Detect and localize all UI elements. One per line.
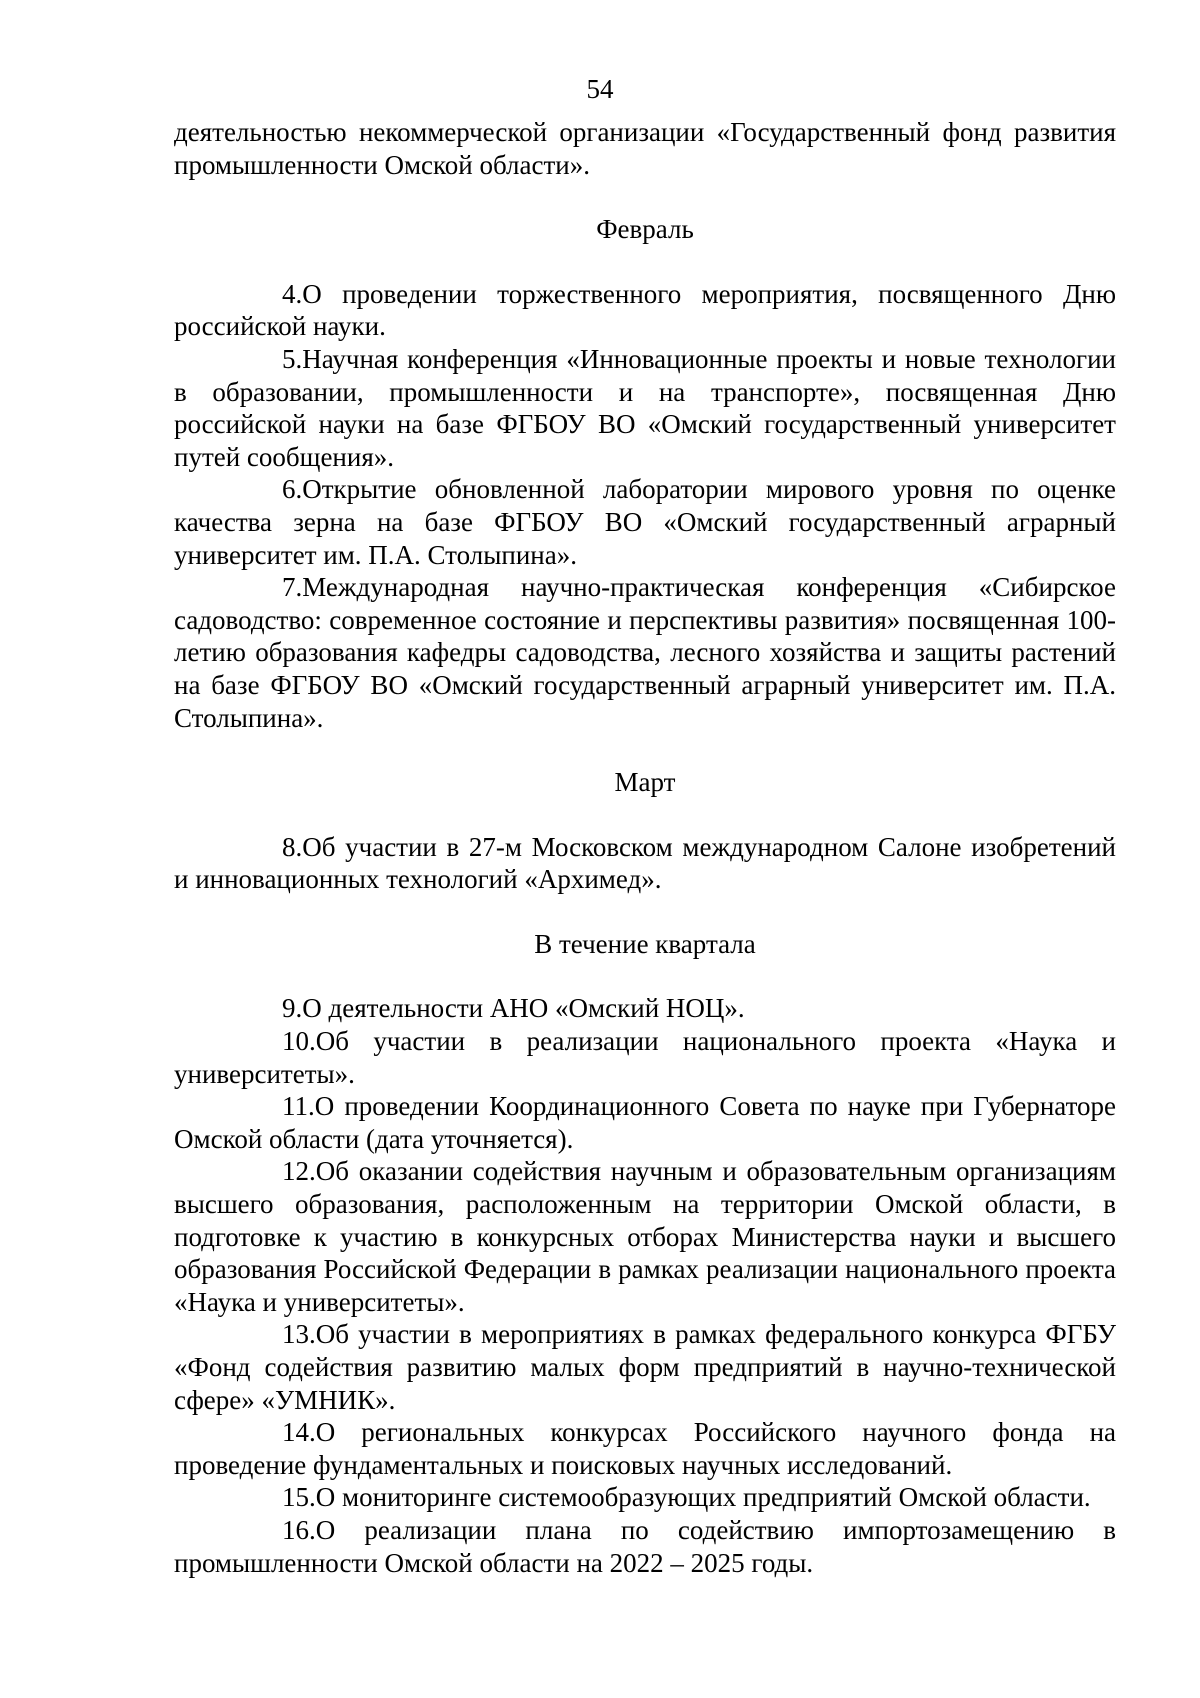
list-item bbox=[174, 571, 1116, 734]
item-text: О мониторинге системообразующих предприятий Омской области. bbox=[315, 1482, 1091, 1513]
item-number: 7. bbox=[282, 572, 303, 603]
section-february bbox=[174, 213, 1116, 734]
item-number: 15. bbox=[282, 1482, 316, 1513]
page-number: 54 bbox=[586, 74, 614, 104]
list-item bbox=[174, 1481, 1116, 1514]
section-items bbox=[174, 278, 1116, 734]
item-text: Научная конференция «Инновационные проекты и новые технологии в образовании, промышленности и на транспорте», посвященная Дню российской науки на базе ФГБОУ ВО «Омский государственный университет путей сообщения». bbox=[174, 343, 1116, 472]
item-number: 8. bbox=[282, 831, 303, 862]
item-number: 5. bbox=[282, 343, 303, 374]
item-number: 12. bbox=[282, 1156, 316, 1187]
section-heading: В течение квартала bbox=[534, 928, 756, 959]
item-number: 9. bbox=[282, 993, 303, 1024]
list-item bbox=[174, 1155, 1116, 1318]
intro-paragraph: деятельностью некоммерческой организации «Государственный фонд развития промышленности Омской области». bbox=[174, 117, 1116, 180]
item-text: О региональных конкурсах Российского научного фонда на проведение фундаментальных и поисковых научных исследований. bbox=[174, 1417, 1116, 1480]
item-number: 6. bbox=[282, 474, 303, 505]
list-item bbox=[174, 831, 1116, 896]
list-item bbox=[174, 1318, 1116, 1416]
item-text: Об участии в мероприятиях в рамках федерального конкурса ФГБУ «Фонд содействия развитию малых форм предприятий в научно-технической сфере» «УМНИК». bbox=[174, 1319, 1116, 1415]
item-number: 4. bbox=[282, 278, 303, 309]
list-item bbox=[174, 343, 1116, 473]
list-item bbox=[174, 1514, 1116, 1579]
item-number: 11. bbox=[282, 1091, 315, 1122]
list-item bbox=[174, 1025, 1116, 1090]
item-text: О деятельности АНО «Омский НОЦ». bbox=[302, 993, 745, 1024]
item-number: 13. bbox=[282, 1319, 316, 1350]
list-item bbox=[174, 1090, 1116, 1155]
item-text: О проведении торжественного мероприятия, посвященного Дню российской науки. bbox=[174, 278, 1116, 342]
section-march bbox=[174, 766, 1116, 896]
item-number: 14. bbox=[282, 1417, 316, 1448]
list-item bbox=[174, 1416, 1116, 1481]
item-text: Об участии в реализации национального проекта «Наука и университеты». bbox=[174, 1026, 1116, 1089]
document-body bbox=[174, 116, 1116, 1579]
item-number: 16. bbox=[282, 1514, 316, 1545]
section-quarter bbox=[174, 928, 1116, 1579]
section-items bbox=[174, 831, 1116, 896]
list-item bbox=[174, 473, 1116, 571]
list-item bbox=[174, 992, 1116, 1025]
item-text: О проведении Координационного Совета по науке при Губернаторе Омской области (дата уточняется). bbox=[174, 1091, 1116, 1154]
item-text: О реализации плана по содействию импортозамещению в промышленности Омской области на 2022 – 2025 годы. bbox=[174, 1514, 1116, 1578]
section-heading: Март bbox=[614, 767, 676, 798]
section-items bbox=[174, 992, 1116, 1579]
item-text: Об оказании содействия научным и образовательным организациям высшего образования, расположенным на территории Омской области, в подготовке к участию в конкурсных отборах Министерства науки и высшего образования Российской Федерации в рамках реализации национального проекта «Наука и университеты». bbox=[174, 1156, 1116, 1317]
item-text: Открытие обновленной лаборатории мирового уровня по оценке качества зерна на базе ФГБОУ ВО «Омский государственный аграрный университет им. П.А. Столыпина». bbox=[174, 474, 1116, 570]
item-number: 10. bbox=[282, 1026, 316, 1057]
item-text: Об участии в 27-м Московском международном Салоне изобретений и инновационных технологий «Архимед». bbox=[174, 831, 1116, 895]
section-heading: Февраль bbox=[596, 214, 694, 245]
item-text: Международная научно-практическая конференция «Сибирское садоводство: современное состояние и перспективы развития» посвященная 100-летию образования кафедры садоводства, лесного хозяйства и защиты растений на базе ФГБОУ ВО «Омский государственный аграрный университет им. П.А. Столыпина». bbox=[174, 572, 1116, 733]
list-item bbox=[174, 278, 1116, 343]
